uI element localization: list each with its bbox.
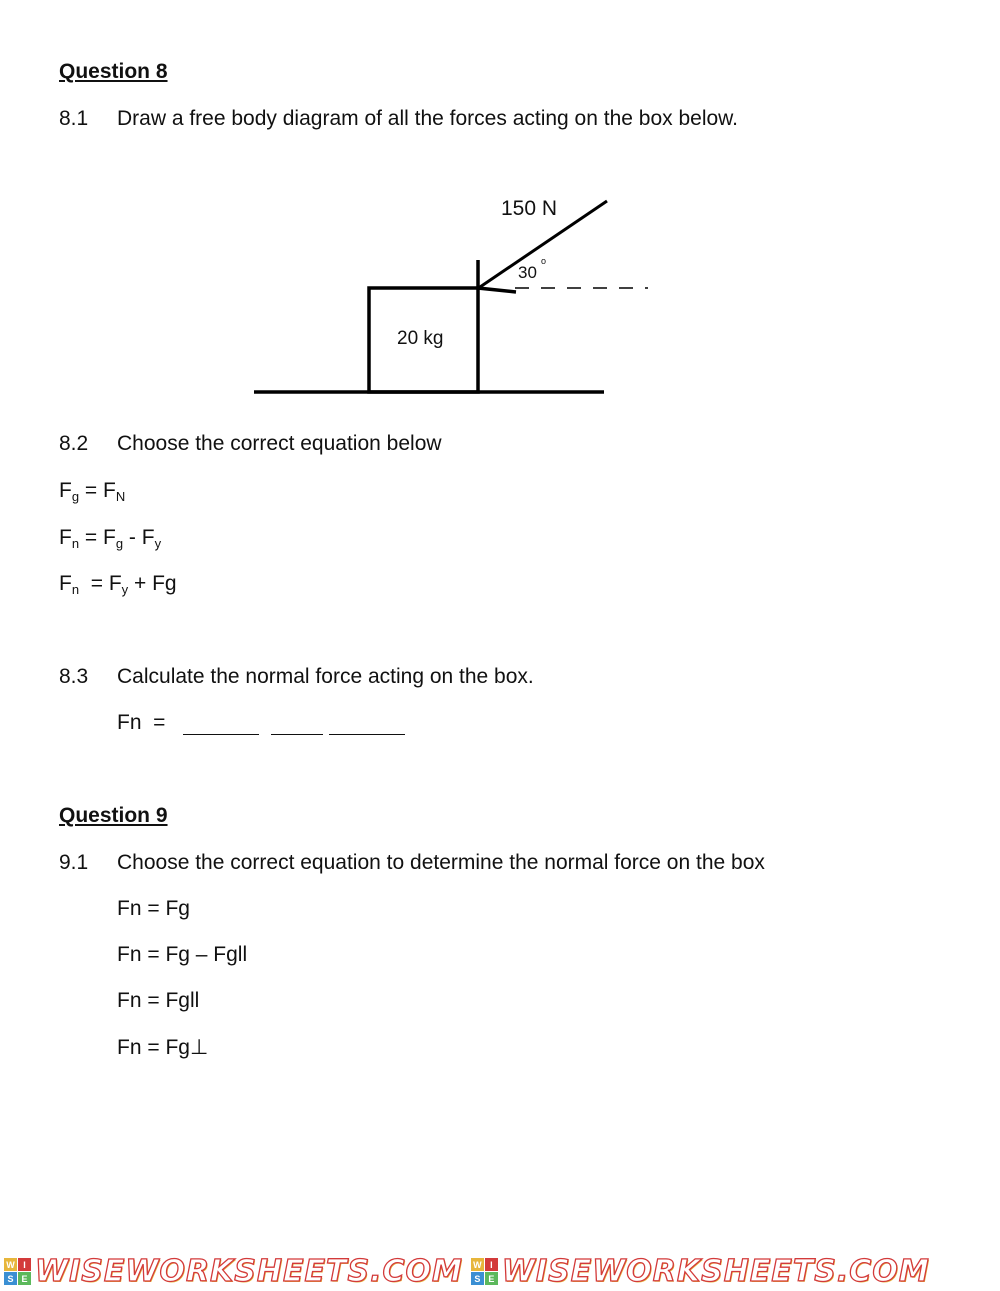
q8-2-option-3[interactable]: $F_n = F_y + Fg$ bbox=[59, 572, 177, 597]
q8-2-option-1[interactable]: $F_g = F_N$ bbox=[59, 479, 126, 504]
q8-3-answer-row bbox=[117, 711, 165, 735]
q8-2-option-2[interactable]: $F_n = F_g - F_y$ bbox=[59, 526, 162, 551]
logo-icon: W I S E bbox=[4, 1258, 31, 1285]
brand-block-1 bbox=[4, 1254, 463, 1289]
q8-2-text: Choose the correct equation below bbox=[117, 432, 442, 455]
q8-1-text: Draw a free body diagram of all the forces acting on the box below. bbox=[117, 107, 739, 130]
q8-2-number: 8.2 bbox=[59, 432, 89, 455]
q9-1-option-1[interactable]: Fn = Fg bbox=[117, 897, 190, 920]
q8-3-text: Calculate the normal force acting on the box. bbox=[117, 665, 534, 688]
answer-blank-unit-1[interactable] bbox=[271, 718, 323, 735]
question-8-heading: Question 8 bbox=[59, 60, 168, 83]
logo-icon: W I S E bbox=[471, 1258, 498, 1285]
footer-watermark bbox=[0, 1252, 1000, 1291]
brand-wordmark: WISEWORKSHEETS.COM bbox=[35, 1254, 463, 1289]
free-body-diagram bbox=[0, 180, 1000, 400]
mass-label: 20 kg bbox=[397, 328, 444, 349]
q8-3-number: 8.3 bbox=[59, 665, 89, 688]
q9-1-option-3[interactable]: Fn = Fgll bbox=[117, 989, 200, 1012]
force-label: 150 N bbox=[501, 197, 558, 220]
answer-blank-value[interactable] bbox=[183, 718, 259, 735]
q9-1-number: 9.1 bbox=[59, 851, 89, 874]
angle-degree-mark: o bbox=[541, 256, 547, 266]
brand-block-2 bbox=[471, 1254, 930, 1289]
q9-1-option-4[interactable]: Fn = Fg⊥ bbox=[117, 1036, 209, 1059]
brand-wordmark: WISEWORKSHEETS.COM bbox=[501, 1254, 930, 1289]
q8-1-number: 8.1 bbox=[59, 107, 89, 130]
answer-blank-unit-2[interactable] bbox=[329, 718, 405, 735]
question-9-heading: Question 9 bbox=[59, 804, 168, 827]
answer-prefix: Fn = bbox=[117, 711, 166, 734]
angle-label: 30 bbox=[518, 263, 537, 282]
q9-1-text: Choose the correct equation to determine the normal force on the box bbox=[117, 851, 765, 874]
q9-1-option-2[interactable]: Fn = Fg – Fgll bbox=[117, 943, 248, 966]
